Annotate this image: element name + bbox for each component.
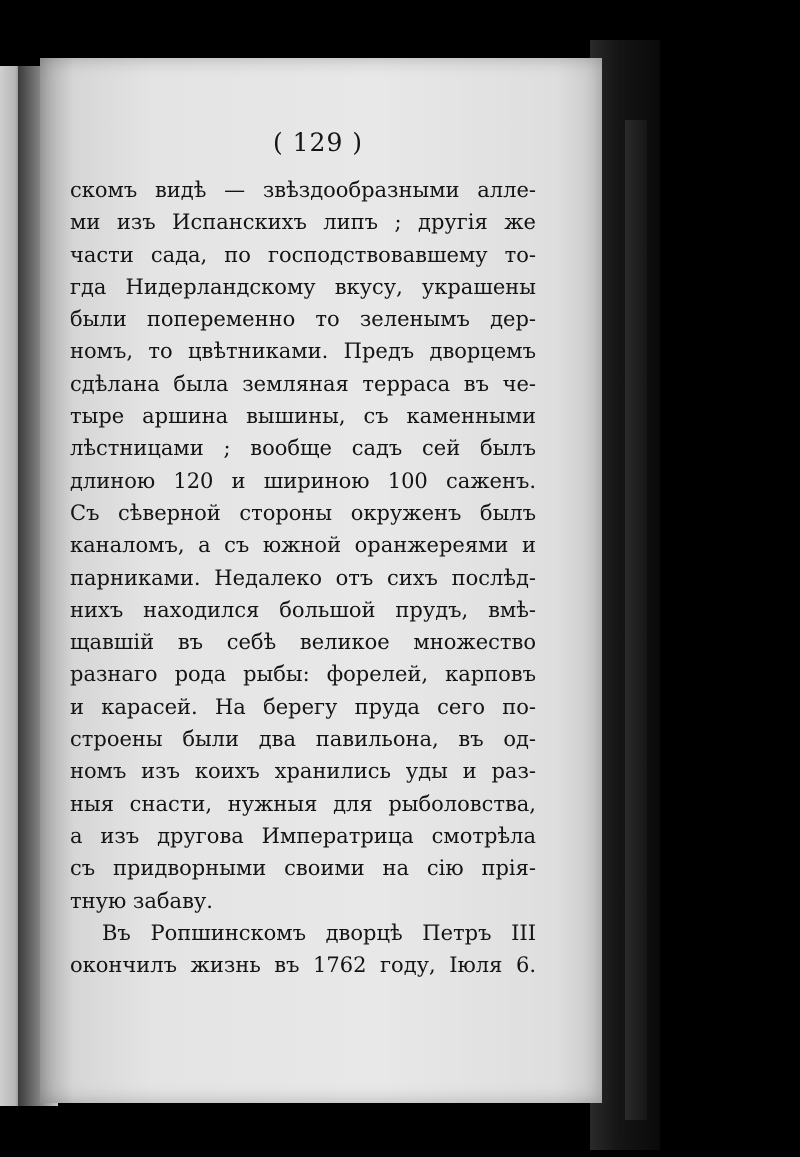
text-line: и карасей. На берегу пруда сего по- [70, 694, 536, 719]
text-line: ныя снасти, нужныя для рыболовства, [70, 791, 536, 816]
text-line: Съ сѣверной стороны окруженъ былъ [70, 500, 536, 525]
text-line: номъ, то цвѣтниками. Предъ дворцемъ [70, 339, 536, 364]
text-line: ми изъ Испанскихъ липъ ; другія же [70, 210, 536, 235]
text-line: тную забаву. [70, 888, 213, 913]
text-line: гда Нидерландскому вкусу, украшены [70, 274, 536, 299]
text-line: каналомъ, а съ южной оранжереями и [70, 533, 536, 558]
text-line: съ придворными своими на сію прія- [70, 856, 536, 881]
text-line: окончилъ жизнь въ 1762 году, Іюля 6. [70, 953, 536, 978]
text-line: Въ Ропшинскомъ дворцѣ Петръ III [102, 920, 536, 945]
text-line: длиною 120 и шириною 100 саженъ. [70, 468, 536, 493]
text-line: парниками. Недалеко отъ сихъ послѣд- [70, 565, 536, 590]
book-page [40, 58, 602, 1103]
text-line: разнаго рода рыбы: форелей, карповъ [70, 662, 536, 687]
text-line: скомъ видѣ — звѣздообразными алле- [70, 178, 536, 202]
text-line: сдѣлана была земляная терраса въ че- [70, 371, 536, 396]
text-line: щавшій въ себѣ великое множество [70, 630, 536, 655]
text-line: части сада, по господствовавшему то- [70, 242, 536, 267]
text-line: нихъ находился большой прудъ, вмѣ- [70, 597, 536, 622]
text-line: строены были два павильона, въ од- [70, 727, 536, 752]
page-number: ( 129 ) [272, 128, 364, 157]
page-stack-edge [625, 120, 647, 1120]
text-line: тыре аршина вышины, съ каменными [70, 404, 536, 429]
text-line: а изъ другова Императрица смотрѣла [70, 823, 536, 848]
text-line: номъ изъ коихъ хранились уды и раз- [70, 759, 536, 784]
text-line: лѣстницами ; вообще садъ сей былъ [70, 436, 536, 461]
page-text [70, 174, 536, 981]
text-line: были попеременно то зеленымъ дер- [70, 307, 536, 332]
